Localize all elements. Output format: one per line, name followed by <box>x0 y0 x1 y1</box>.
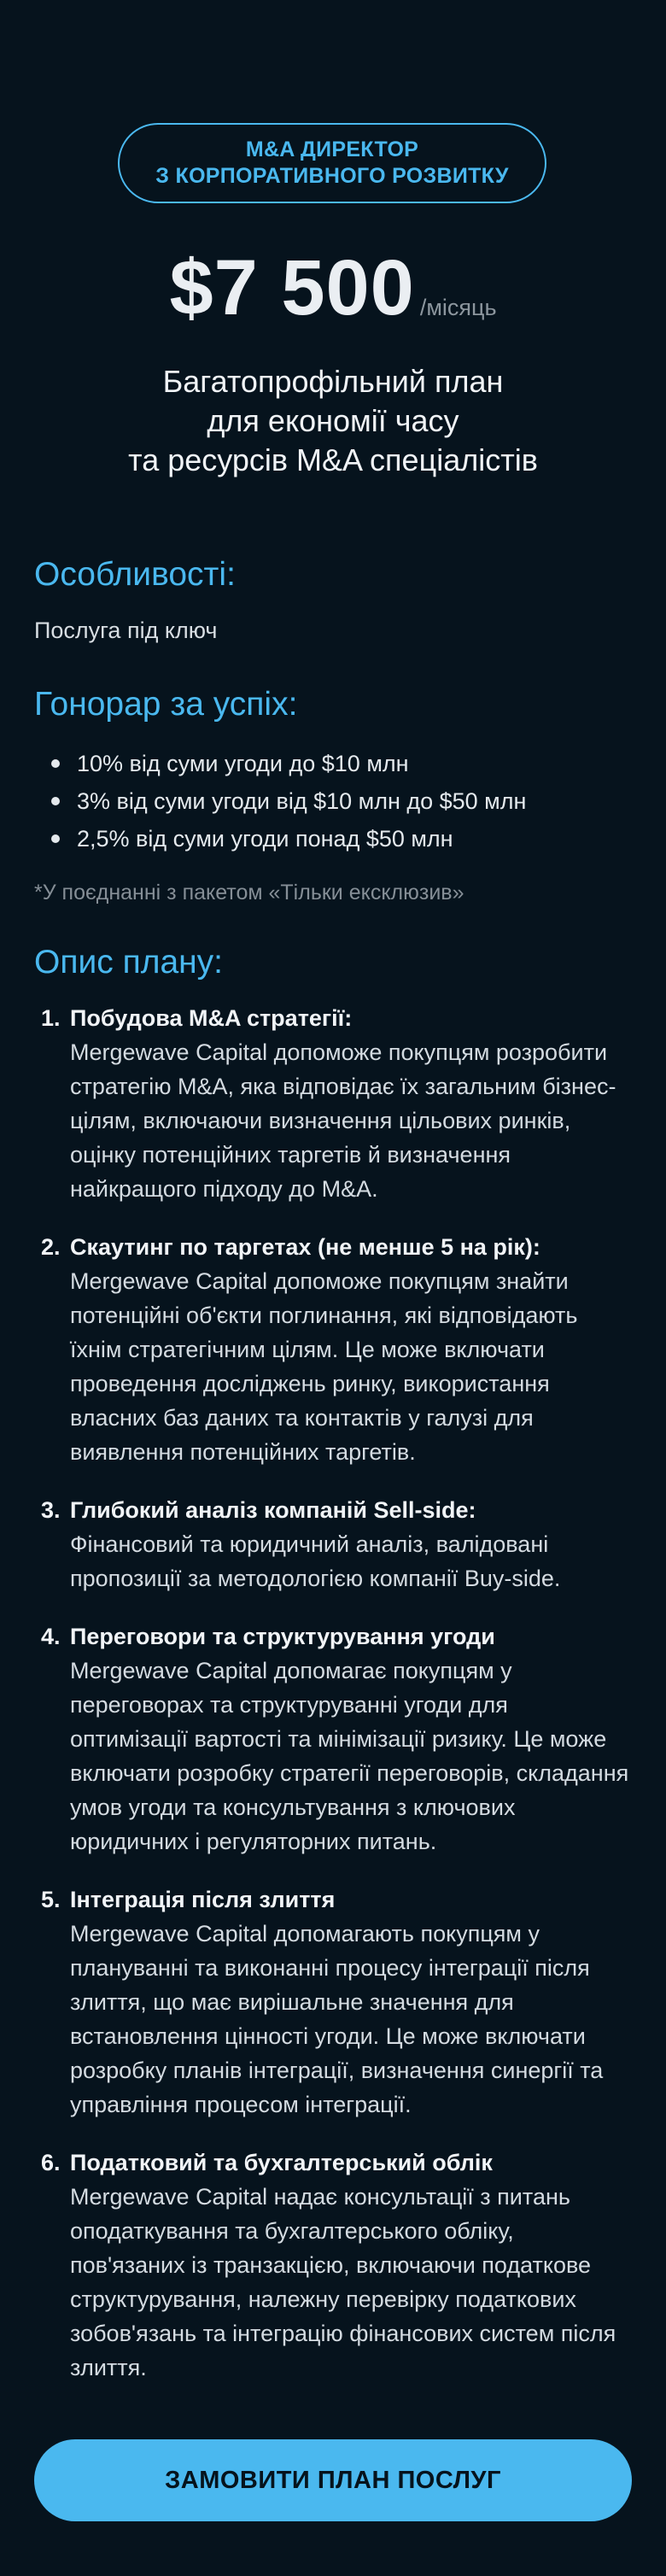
step-body: Mergewave Capital допомагає покупцям у переговорах та структуруванні угоди для оптимізації вартості та мінімізації ризику. Це може включати розробку стратегії переговорів, складання умов угоди та консультування з ключових юридичних і регуляторних питань. <box>70 1658 629 1854</box>
plan-step <box>34 1230 632 1469</box>
step-title: Побудова M&A стратегії: <box>70 1005 353 1031</box>
success-fee-list <box>34 745 526 858</box>
plan-step <box>34 1619 632 1859</box>
fee-item-text: 10% від суми угоди до $10 млн <box>77 751 409 776</box>
features-heading: Особливості: <box>34 556 236 593</box>
plan-badge <box>118 123 546 203</box>
badge-line-2: З КОРПОРАТИВНОГО РОЗВИТКУ <box>155 164 509 188</box>
plan-steps <box>34 1001 632 2409</box>
plan-heading: Опис плану: <box>34 944 224 981</box>
bullet-icon <box>51 834 60 843</box>
price-period: /місяць <box>419 295 497 320</box>
plan-subtitle <box>0 362 666 480</box>
list-item <box>34 782 526 820</box>
step-title: Інтеграція після злиття <box>70 1887 336 1912</box>
plan-step <box>34 1882 632 2122</box>
step-body: Mergewave Capital допоможе покупцям розробити стратегію M&A, яка відповідає їх загальним бізнес-цілям, включаючи визначення цільових ринків, оцінку потенційних таргетів й визначення найкращого підходу до M&A. <box>70 1039 616 1202</box>
step-title: Глибокий аналіз компаній Sell-side: <box>70 1497 476 1523</box>
success-fee-heading: Гонорар за успіх: <box>34 686 298 723</box>
step-number: 6. <box>41 2150 61 2175</box>
plan-step <box>34 1493 632 1595</box>
step-title: Податковий та бухгалтерський облік <box>70 2150 493 2175</box>
bullet-icon <box>51 797 60 805</box>
step-number: 5. <box>41 1887 61 1912</box>
step-body: Mergewave Capital допоможе покупцям знайти потенційні об'єкти поглинання, які відповідають їхнім стратегічним цілям. Це може включати проведення досліджень ринку, використання власних баз даних та контактів у галузі для виявлення потенційних таргетів. <box>70 1268 578 1465</box>
badge-line-1: M&A ДИРЕКТОР <box>245 138 419 161</box>
list-item <box>34 745 526 782</box>
price-amount: $7 500 <box>169 244 415 331</box>
features-text: Послуга під ключ <box>34 618 218 643</box>
subtitle-line-1: Багатопрофільний план <box>162 364 504 399</box>
subtitle-line-3: та ресурсів M&A спеціалістів <box>128 442 538 477</box>
step-number: 4. <box>41 1624 61 1649</box>
fee-item-text: 3% від суми угоди від $10 млн до $50 млн <box>77 788 527 814</box>
price-row <box>0 244 666 331</box>
fee-item-text: 2,5% від суми угоди понад $50 млн <box>77 826 453 852</box>
list-item <box>34 820 526 858</box>
plan-step <box>34 2146 632 2385</box>
step-body: Mergewave Capital допомагають покупцям у плануванні та виконанні процесу інтеграції після злиття, що має вирішальне значення для встановлення цінності угоди. Це може включати розробку планів інтеграції, визначення синергії та управління процесом інтеграції. <box>70 1921 604 2117</box>
step-number: 1. <box>41 1005 61 1031</box>
bullet-icon <box>51 759 60 768</box>
step-body: Mergewave Capital надає консультації з питань оподаткування та бухгалтерського обліку, пов'язаних із транзакцією, включаючи податкове структурування, належну перевірку податкових зобов'язань та інтеграцію фінансових систем після злиття. <box>70 2184 616 2380</box>
plan-step <box>34 1001 632 1206</box>
step-title: Переговори та структурування угоди <box>70 1624 495 1649</box>
step-number: 3. <box>41 1497 61 1523</box>
step-title: Скаутинг по таргетах (не менше 5 на рік): <box>70 1234 540 1260</box>
subtitle-line-2: для економії часу <box>207 403 459 438</box>
order-plan-button[interactable]: ЗАМОВИТИ ПЛАН ПОСЛУГ <box>34 2439 632 2521</box>
success-fee-note: *У поєднанні з пакетом «Тільки ексклюзив» <box>34 881 464 905</box>
step-number: 2. <box>41 1234 61 1260</box>
step-body: Фінансовий та юридичний аналіз, валідовані пропозиції за методологією компанії Buy-side. <box>70 1531 561 1591</box>
